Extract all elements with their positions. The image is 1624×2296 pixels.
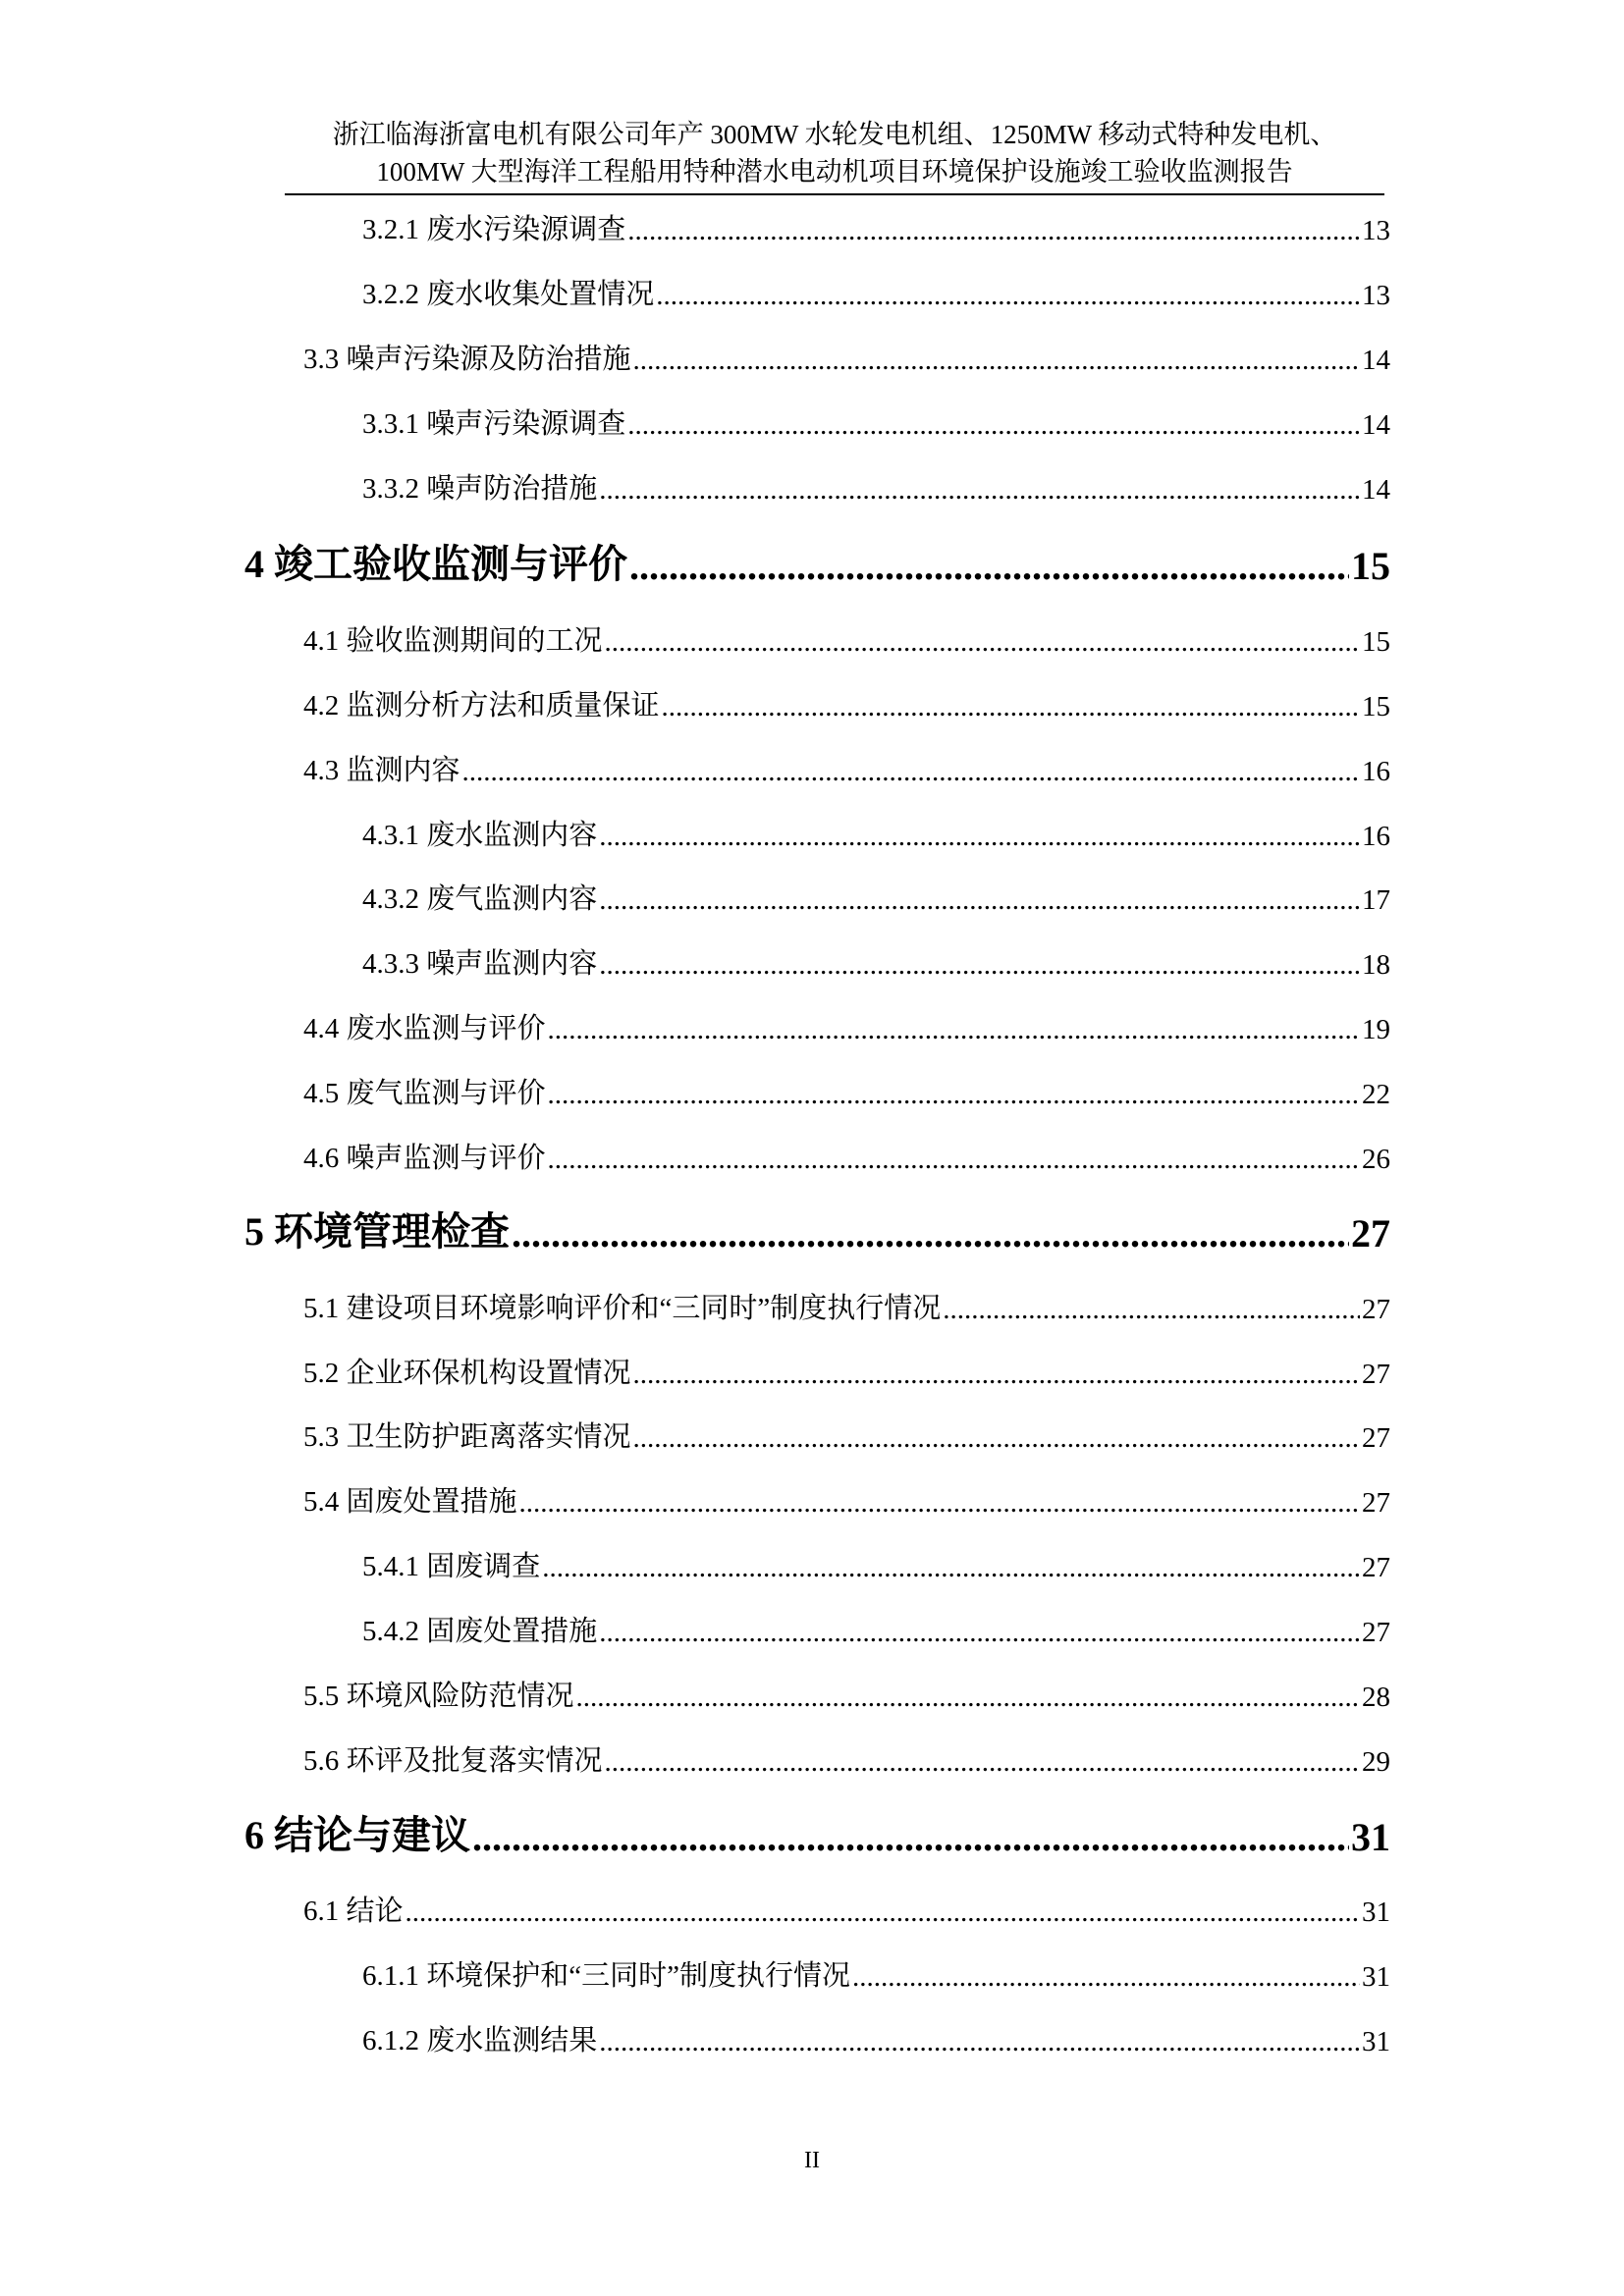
toc-entry-label: 3.3.2 噪声防治措施 [362,473,598,505]
toc-entry[interactable] [362,2019,1390,2058]
toc-entry[interactable] [362,1545,1390,1584]
toc-entry[interactable] [303,1675,1390,1714]
toc-leader-dots [633,344,1360,377]
toc-entry[interactable] [303,749,1390,788]
toc-entry-page: 31 [1362,2026,1390,2057]
toc-entry[interactable] [303,1137,1390,1176]
toc-chapter-label: 4 竣工验收监测与评价 [244,542,627,586]
toc-entry[interactable] [362,1954,1390,1994]
toc-entry[interactable] [362,1610,1390,1649]
toc-entry[interactable] [303,1480,1390,1520]
toc-entry-page: 27 [1362,1422,1390,1454]
toc-entry-page: 31 [1362,1961,1390,1993]
toc-leader-dots [599,883,1360,917]
toc-entry-page: 14 [1362,409,1390,441]
toc-entry-page: 18 [1362,949,1390,981]
toc-entry-label: 5.4.2 固废处置措施 [362,1616,598,1647]
toc-leader-dots [542,1551,1360,1584]
toc-entry-label: 4.3.2 废气监测内容 [362,883,598,915]
toc-entry-label: 5.3 卫生防护距离落实情况 [303,1421,631,1453]
toc-entry-label: 3.3.1 噪声污染源调查 [362,408,626,440]
toc-entry-page: 15 [1362,691,1390,722]
toc-leader-dots [943,1293,1360,1326]
toc-entry-page: 13 [1362,215,1390,246]
toc-leader-dots [512,1213,1349,1256]
toc-entry[interactable] [303,1415,1390,1455]
toc-entry-page: 13 [1362,280,1390,311]
toc-chapter-label: 6 结论与建议 [244,1813,470,1857]
toc-entry-page: 27 [1362,1294,1390,1325]
toc-leader-dots [599,2025,1360,2058]
toc-leader-dots [462,755,1360,788]
toc-entry-page: 28 [1362,1682,1390,1713]
toc-leader-dots [627,408,1360,442]
toc-entry-label: 4.3.1 废水监测内容 [362,820,598,851]
toc-entry[interactable] [303,1287,1390,1326]
toc-entry[interactable] [362,814,1390,853]
toc-entry-page: 14 [1362,474,1390,506]
toc-chapter-page: 15 [1351,544,1390,588]
toc-leader-dots [599,1616,1360,1649]
toc-entry[interactable] [362,208,1390,247]
toc-leader-dots [599,948,1360,982]
toc-entry[interactable] [362,467,1390,507]
toc-entry-label: 3.2.2 废水收集处置情况 [362,279,655,310]
toc-entry-page: 26 [1362,1144,1390,1175]
toc-entry-label: 4.1 验收监测期间的工况 [303,625,603,657]
report-header [285,116,1384,190]
header-line-2: 100MW 大型海洋工程船用特种潜水电动机项目环境保护设施竣工验收监测报告 [376,157,1293,187]
toc-entry-label: 4.3.3 噪声监测内容 [362,948,598,980]
toc-leader-dots [627,214,1360,247]
toc-entry-label: 3.2.1 废水污染源调查 [362,214,626,245]
toc-entry[interactable] [362,402,1390,442]
toc-entry[interactable] [303,1007,1390,1046]
toc-entry[interactable] [303,1890,1390,1929]
toc-entry[interactable] [303,684,1390,723]
toc-entry-label: 3.3 噪声污染源及防治措施 [303,344,631,375]
toc-entry-page: 22 [1362,1079,1390,1110]
toc-entry-label: 6.1 结论 [303,1896,404,1927]
toc-chapter-entry[interactable] [244,538,1390,589]
toc-entry-page: 27 [1362,1617,1390,1648]
toc-entry[interactable] [303,1072,1390,1111]
toc-leader-dots [548,1013,1360,1046]
toc-entry-label: 4.6 噪声监测与评价 [303,1143,546,1174]
toc-leader-dots [633,1421,1360,1455]
toc-chapter-label: 5 环境管理检查 [244,1209,510,1254]
toc-entry-page: 27 [1362,1552,1390,1583]
toc-entry-page: 29 [1362,1746,1390,1778]
toc-chapter-page: 31 [1351,1815,1390,1859]
toc-entry-label: 5.1 建设项目环境影响评价和“三同时”制度执行情况 [303,1293,942,1324]
toc-entry-label: 5.5 环境风险防范情况 [303,1681,574,1712]
toc-leader-dots [662,690,1360,723]
toc-leader-dots [656,279,1360,312]
toc-entry[interactable] [362,273,1390,312]
toc-entry-page: 14 [1362,345,1390,376]
toc-entry-page: 31 [1362,1896,1390,1928]
toc-leader-dots [605,1745,1360,1779]
toc-leader-dots [472,1817,1349,1860]
header-divider [285,193,1384,195]
toc-leader-dots [599,473,1360,507]
toc-entry-label: 6.1.1 环境保护和“三同时”制度执行情况 [362,1960,850,1992]
toc-entry-label: 5.2 企业环保机构设置情况 [303,1358,631,1389]
toc-leader-dots [629,546,1349,589]
toc-chapter-entry[interactable] [244,1809,1390,1860]
toc-entry[interactable] [303,1352,1390,1391]
toc-entry-label: 4.2 监测分析方法和质量保证 [303,690,660,721]
toc-entry[interactable] [362,878,1390,917]
toc-entry-page: 19 [1362,1014,1390,1045]
toc-entry[interactable] [303,338,1390,377]
toc-leader-dots [633,1358,1360,1391]
toc-leader-dots [519,1486,1360,1520]
toc-entry-page: 16 [1362,821,1390,852]
toc-leader-dots [548,1143,1360,1176]
toc-entry[interactable] [362,942,1390,982]
toc-entry-page: 17 [1362,884,1390,916]
toc-chapter-page: 27 [1351,1211,1390,1255]
toc-entry[interactable] [303,619,1390,659]
toc-entry-label: 4.4 废水监测与评价 [303,1013,546,1044]
toc-entry-label: 6.1.2 废水监测结果 [362,2025,598,2056]
toc-leader-dots [852,1960,1360,1994]
toc-entry[interactable] [303,1739,1390,1779]
toc-entry-label: 5.6 环评及批复落实情况 [303,1745,603,1777]
toc-entry-page: 15 [1362,626,1390,658]
toc-entry-page: 27 [1362,1359,1390,1390]
toc-entry-label: 4.5 废气监测与评价 [303,1078,546,1109]
toc-leader-dots [406,1896,1360,1929]
toc-entry-label: 5.4.1 固废调查 [362,1551,541,1582]
toc-entry-page: 16 [1362,756,1390,787]
toc-entry-label: 4.3 监测内容 [303,755,460,786]
toc-leader-dots [599,820,1360,853]
toc-entry-label: 5.4 固废处置措施 [303,1486,517,1518]
toc-entry-page: 27 [1362,1487,1390,1519]
page-number: II [804,2148,820,2173]
toc-leader-dots [548,1078,1360,1111]
header-line-1: 浙江临海浙富电机有限公司年产 300MW 水轮发电机组、1250MW 移动式特种发电机、 [332,120,1337,149]
toc-chapter-entry[interactable] [244,1205,1390,1256]
toc-leader-dots [576,1681,1360,1714]
toc-leader-dots [605,625,1360,659]
